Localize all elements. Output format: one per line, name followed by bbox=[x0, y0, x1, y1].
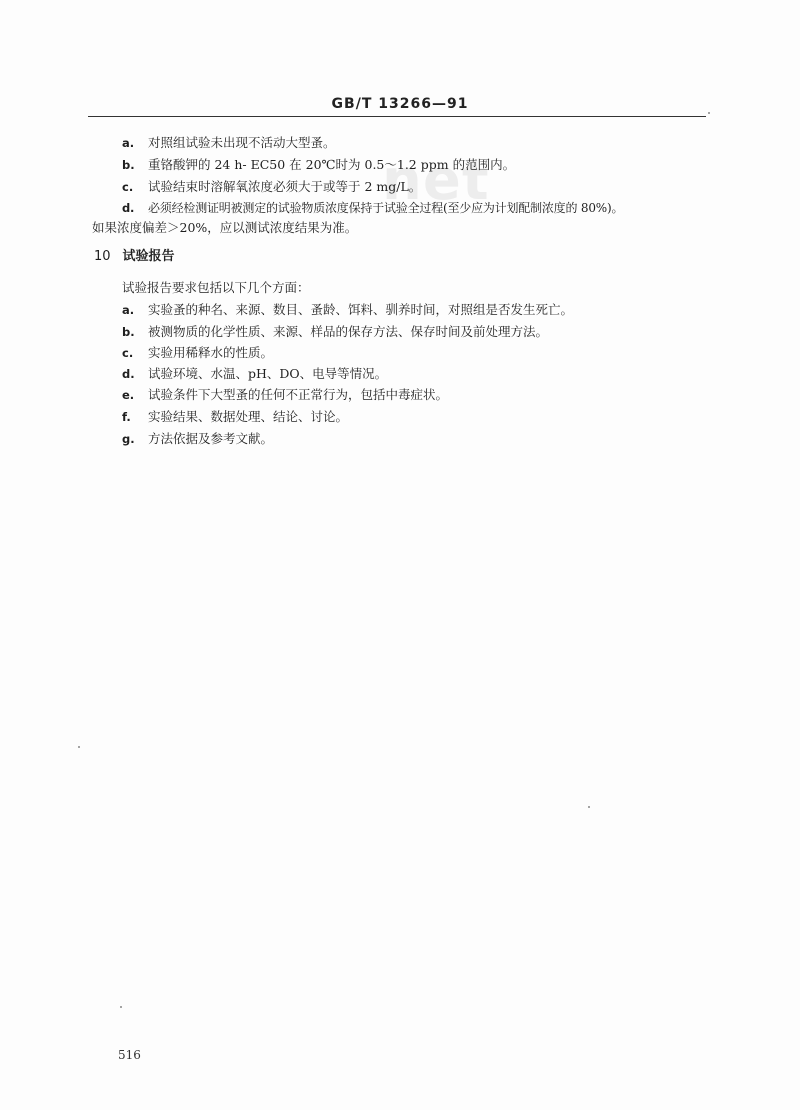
list-item-text: 重铬酸钾的 24 h- EC50 在 20℃时为 0.5～1.2 ppm 的范围内。 bbox=[148, 157, 516, 172]
report-item-label: f. bbox=[122, 410, 131, 424]
report-item-text: 实验结果、数据处理、结论、讨论。 bbox=[148, 409, 349, 424]
watermark: net bbox=[382, 148, 490, 213]
report-item-label: a. bbox=[122, 303, 135, 317]
list-item bbox=[122, 135, 336, 151]
scan-speck bbox=[78, 746, 80, 748]
report-item-text: 方法依据及参考文献。 bbox=[148, 431, 274, 446]
scan-speck bbox=[708, 112, 710, 114]
section-title: 试验报告 bbox=[122, 249, 175, 264]
continuation-paragraph: 如果浓度偏差＞20%，应以测试浓度结果为准。 bbox=[92, 220, 358, 235]
report-item-text: 实验用稀释水的性质。 bbox=[148, 345, 274, 360]
standard-code-header: GB/T 13266—91 bbox=[331, 96, 469, 112]
intro-paragraph: 试验报告要求包括以下几个方面： bbox=[122, 280, 310, 295]
report-item-label: e. bbox=[122, 388, 135, 402]
report-item bbox=[122, 431, 273, 447]
report-item bbox=[122, 366, 387, 382]
section-number: 10 bbox=[94, 249, 111, 264]
report-item-text: 实验蚤的种名、来源、数目、蚤龄、饵料、驯养时间，对照组是否发生死亡。 bbox=[148, 302, 574, 317]
report-item-label: d. bbox=[122, 367, 135, 381]
scan-speck bbox=[588, 806, 590, 808]
report-item-text: 试验环境、水温、pH、DO、电导等情况。 bbox=[148, 366, 388, 381]
section-heading bbox=[94, 249, 175, 265]
list-item bbox=[122, 179, 421, 195]
report-item-label: b. bbox=[122, 325, 135, 339]
list-item-label: c. bbox=[122, 180, 134, 194]
report-item-text: 试验条件下大型蚤的任何不正常行为，包括中毒症状。 bbox=[148, 387, 449, 402]
report-item bbox=[122, 387, 448, 403]
list-item-label: b. bbox=[122, 158, 135, 172]
list-item-text: 对照组试验未出现不活动大型蚤。 bbox=[148, 135, 336, 150]
list-item-label: a. bbox=[122, 136, 135, 150]
list-item bbox=[122, 157, 515, 173]
list-item-text: 试验结束时溶解氧浓度必须大于或等于 2 mg/L。 bbox=[148, 179, 422, 194]
page-number: 516 bbox=[118, 1048, 141, 1062]
report-item-label: g. bbox=[122, 432, 135, 446]
list-item-label: d. bbox=[122, 201, 135, 215]
scan-speck bbox=[120, 1006, 122, 1008]
list-item-text: 必须经检测证明被测定的试验物质浓度保持于试验全过程(至少应为计划配制浓度的 80%)。 bbox=[148, 201, 624, 215]
report-item bbox=[122, 345, 273, 361]
report-item-label: c. bbox=[122, 346, 134, 360]
report-item bbox=[122, 409, 348, 425]
report-item bbox=[122, 302, 573, 318]
report-item bbox=[122, 324, 548, 340]
report-item-text: 被测物质的化学性质、来源、样品的保存方法、保存时间及前处理方法。 bbox=[148, 324, 549, 339]
list-item bbox=[122, 200, 623, 216]
header-rule bbox=[88, 116, 706, 117]
